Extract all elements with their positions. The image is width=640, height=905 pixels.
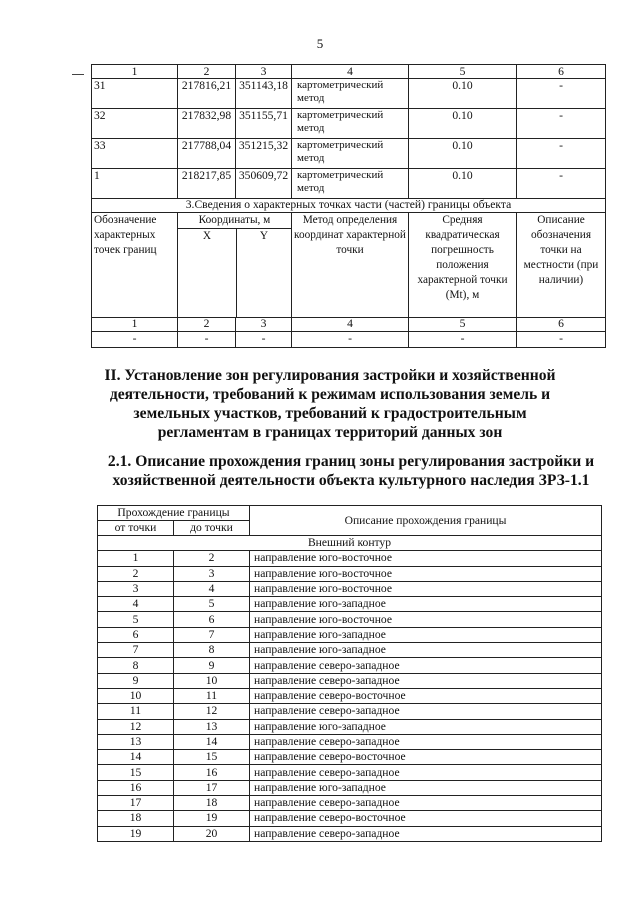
direction: направление северо-восточное (250, 811, 602, 826)
column-number: 2 (178, 65, 236, 79)
from-point: 16 (98, 780, 174, 795)
point-id: 33 (92, 139, 178, 169)
header-number: 1 (92, 318, 178, 332)
table-row (98, 734, 602, 749)
method: картометрический метод (292, 109, 409, 139)
header-number: 3 (236, 318, 292, 332)
error-value: 0.10 (409, 109, 517, 139)
from-point: 17 (98, 796, 174, 811)
table-row (98, 551, 602, 566)
header-number-row (92, 318, 606, 332)
to-header: до точки (174, 521, 250, 536)
x-header: X (178, 229, 237, 317)
column-number: 3 (236, 65, 292, 79)
direction: направление юго-западное (250, 719, 602, 734)
table-row (92, 169, 606, 199)
column-number: 4 (292, 65, 409, 79)
from-point: 19 (98, 826, 174, 841)
header-number: 6 (517, 318, 606, 332)
direction: направление юго-западное (250, 643, 602, 658)
column-number: 6 (517, 65, 606, 79)
method-header: Метод определения координат характерной точки (292, 213, 409, 318)
to-point: 19 (174, 811, 250, 826)
error-header: Средняя квадратическая погрешность положения характерной точки (Mt), м (409, 213, 517, 318)
from-point: 10 (98, 688, 174, 703)
points-rows (92, 79, 606, 199)
coordinates-header (178, 213, 292, 318)
direction: направление северо-западное (250, 673, 602, 688)
section-heading: II. Установление зон регулирования застройки и хозяйственной деятельности, требований к режимам использования земель и земельных участков, требований к градостроительным регламентам в границах территорий данных зон (104, 367, 556, 441)
direction: направление юго-восточное (250, 581, 602, 596)
to-point: 13 (174, 719, 250, 734)
column-number: 5 (409, 65, 517, 79)
coord-x: 218217,85 (178, 169, 236, 199)
dash-cell: - (409, 332, 517, 348)
direction: направление северо-западное (250, 658, 602, 673)
dash-cell: - (517, 332, 606, 348)
table-row (98, 566, 602, 581)
direction: направление юго-восточное (250, 566, 602, 581)
coordinates-header-label: Координаты, м (178, 213, 291, 229)
to-point: 9 (174, 658, 250, 673)
header-number: 5 (409, 318, 517, 332)
boundary-table (97, 505, 602, 842)
coord-x: 217832,98 (178, 109, 236, 139)
note: - (517, 169, 606, 199)
error-value: 0.10 (409, 139, 517, 169)
table-row (98, 597, 602, 612)
method: картометрический метод (292, 169, 409, 199)
table-row (98, 612, 602, 627)
coord-x: 217788,04 (178, 139, 236, 169)
to-point: 7 (174, 627, 250, 642)
from-point: 7 (98, 643, 174, 658)
table-row (98, 688, 602, 703)
table-row (92, 139, 606, 169)
direction: направление юго-восточное (250, 612, 602, 627)
error-value: 0.10 (409, 79, 517, 109)
from-point: 1 (98, 551, 174, 566)
to-point: 4 (174, 581, 250, 596)
direction: направление северо-западное (250, 765, 602, 780)
from-point: 12 (98, 719, 174, 734)
column-number-row (92, 65, 606, 79)
coord-y: 351155,71 (236, 109, 292, 139)
to-point: 3 (174, 566, 250, 581)
direction: направление юго-западное (250, 627, 602, 642)
note: - (517, 139, 606, 169)
points-table (91, 64, 606, 348)
method: картометрический метод (292, 139, 409, 169)
direction: направление северо-западное (250, 826, 602, 841)
coord-y: 351215,32 (236, 139, 292, 169)
contour-label: Внешний контур (98, 536, 602, 551)
from-point: 2 (98, 566, 174, 581)
boundary-rows (98, 551, 602, 842)
from-point: 3 (98, 581, 174, 596)
section-title: 3.Сведения о характерных точках части (частей) границы объекта (92, 199, 606, 213)
dash-cell: - (236, 332, 292, 348)
table-row (98, 796, 602, 811)
to-point: 2 (174, 551, 250, 566)
from-point: 11 (98, 704, 174, 719)
column-header-row (92, 213, 606, 318)
from-header: от точки (98, 521, 174, 536)
from-point: 4 (98, 597, 174, 612)
contour-row (98, 536, 602, 551)
to-point: 18 (174, 796, 250, 811)
coord-y: 351143,18 (236, 79, 292, 109)
dash-cell: - (292, 332, 409, 348)
note: - (517, 109, 606, 139)
dash-cell: - (178, 332, 236, 348)
table-row (98, 627, 602, 642)
note: - (517, 79, 606, 109)
table-row (98, 765, 602, 780)
page-number: 5 (316, 36, 324, 51)
to-point: 14 (174, 734, 250, 749)
direction: направление северо-западное (250, 704, 602, 719)
to-point: 11 (174, 688, 250, 703)
point-id: 1 (92, 169, 178, 199)
table-row (98, 826, 602, 841)
from-point: 5 (98, 612, 174, 627)
to-point: 5 (174, 597, 250, 612)
point-id: 31 (92, 79, 178, 109)
from-point: 15 (98, 765, 174, 780)
from-point: 6 (98, 627, 174, 642)
table-row (98, 750, 602, 765)
direction: направление юго-западное (250, 597, 602, 612)
table-row (98, 643, 602, 658)
from-point: 13 (98, 734, 174, 749)
to-point: 20 (174, 826, 250, 841)
table-row (92, 109, 606, 139)
margin-mark (72, 74, 84, 75)
coord-x: 217816,21 (178, 79, 236, 109)
table-row (98, 811, 602, 826)
dash-row (92, 332, 606, 348)
direction: направление юго-восточное (250, 551, 602, 566)
point-id: 32 (92, 109, 178, 139)
designation-header: Обозначение характерных точек границ (92, 213, 178, 318)
to-point: 10 (174, 673, 250, 688)
description-header: Описание прохождения границы (250, 506, 602, 536)
direction: направление северо-западное (250, 734, 602, 749)
direction: направление юго-западное (250, 780, 602, 795)
to-point: 16 (174, 765, 250, 780)
to-point: 12 (174, 704, 250, 719)
column-number: 1 (92, 65, 178, 79)
to-point: 15 (174, 750, 250, 765)
table-row (98, 658, 602, 673)
error-value: 0.10 (409, 169, 517, 199)
subsection-heading: 2.1. Описание прохождения границ зоны регулирования застройки и хозяйственной деятельности объекта культурного наследия ЗРЗ-1.1 (107, 453, 595, 489)
from-point: 8 (98, 658, 174, 673)
passage-header: Прохождение границы (98, 506, 250, 521)
boundary-header-row (98, 506, 602, 521)
direction: направление северо-западное (250, 796, 602, 811)
table-row (98, 581, 602, 596)
dash-cell: - (92, 332, 178, 348)
table-row (98, 704, 602, 719)
from-point: 9 (98, 673, 174, 688)
direction: направление северо-восточное (250, 750, 602, 765)
to-point: 8 (174, 643, 250, 658)
header-number: 4 (292, 318, 409, 332)
table-row (98, 719, 602, 734)
y-header: Y (259, 230, 269, 242)
to-point: 6 (174, 612, 250, 627)
method: картометрический метод (292, 79, 409, 109)
direction: направление северо-восточное (250, 688, 602, 703)
to-point: 17 (174, 780, 250, 795)
from-point: 18 (98, 811, 174, 826)
description-header: Описание обозначения точки на местности (при наличии) (517, 213, 606, 318)
coord-y: 350609,72 (236, 169, 292, 199)
table-row (98, 780, 602, 795)
section-title-row (92, 199, 606, 213)
table-row (98, 673, 602, 688)
from-point: 14 (98, 750, 174, 765)
table-row (92, 79, 606, 109)
header-number: 2 (178, 318, 236, 332)
